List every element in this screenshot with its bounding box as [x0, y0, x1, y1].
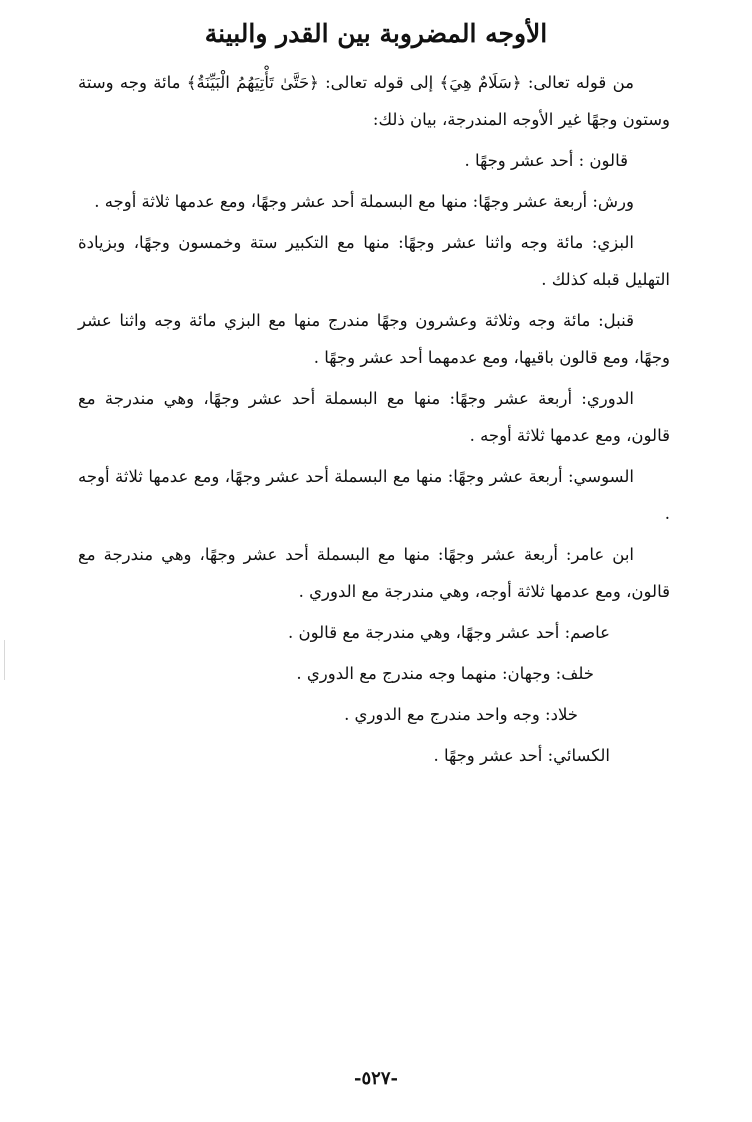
body-text	[78, 64, 670, 778]
qunbul-paragraph: قنبل: مائة وجه وثلاثة وعشرون وجهًا مندرج منها مع البزي مائة وجه واثنا عشر وجهًا، ومع قالون باقيها، ومع عدمهما أحد عشر وجهًا .	[78, 311, 670, 367]
kisai-paragraph: الكسائي: أحد عشر وجهًا .	[433, 746, 610, 765]
susi-paragraph: السوسي: أربعة عشر وجهًا: منها مع البسملة أحد عشر وجهًا، ومع عدمها ثلاثة أوجه .	[78, 467, 670, 523]
duri-paragraph: الدوري: أربعة عشر وجهًا: منها مع البسملة أحد عشر وجهًا، وهي مندرجة مع قالون، ومع عدمها ثلاثة أوجه .	[78, 389, 670, 445]
khalaf-paragraph: خلف: وجهان: منهما وجه مندرج مع الدوري .	[296, 664, 594, 683]
ibn-amir-paragraph: ابن عامر: أربعة عشر وجهًا: منها مع البسملة أحد عشر وجهًا، وهي مندرجة مع قالون، ومع عدمها ثلاثة أوجه، وهي مندرجة مع الدوري .	[78, 545, 670, 601]
qalun-paragraph: قالون : أحد عشر وجهًا .	[464, 151, 628, 170]
khallad-paragraph: خلاد: وجه واحد مندرج مع الدوري .	[344, 705, 578, 724]
scan-margin-mark	[4, 640, 7, 680]
bazzi-paragraph: البزي: مائة وجه واثنا عشر وجهًا: منها مع التكبير ستة وخمسون وجهًا، وبزيادة التهليل قبله كذلك .	[78, 233, 670, 289]
intro-paragraph: من قوله تعالى: ﴿سَلَامٌ هِيَ﴾ إلى قوله تعالى: ﴿حَتَّىٰ تَأْتِيَهُمُ الْبَيِّنَةُ﴾ مائة وجه وستة وستون وجهًا غير الأوجه المندرجة، بيان ذلك:	[78, 73, 670, 129]
asim-paragraph: عاصم: أحد عشر وجهًا، وهي مندرجة مع قالون .	[288, 623, 610, 642]
page-number: -٥٢٧-	[354, 1068, 398, 1089]
page-title: الأوجه المضروبة بين القدر والبينة	[204, 19, 548, 48]
warsh-paragraph: ورش: أربعة عشر وجهًا: منها مع البسملة أحد عشر وجهًا، ومع عدمها ثلاثة أوجه .	[94, 192, 634, 211]
